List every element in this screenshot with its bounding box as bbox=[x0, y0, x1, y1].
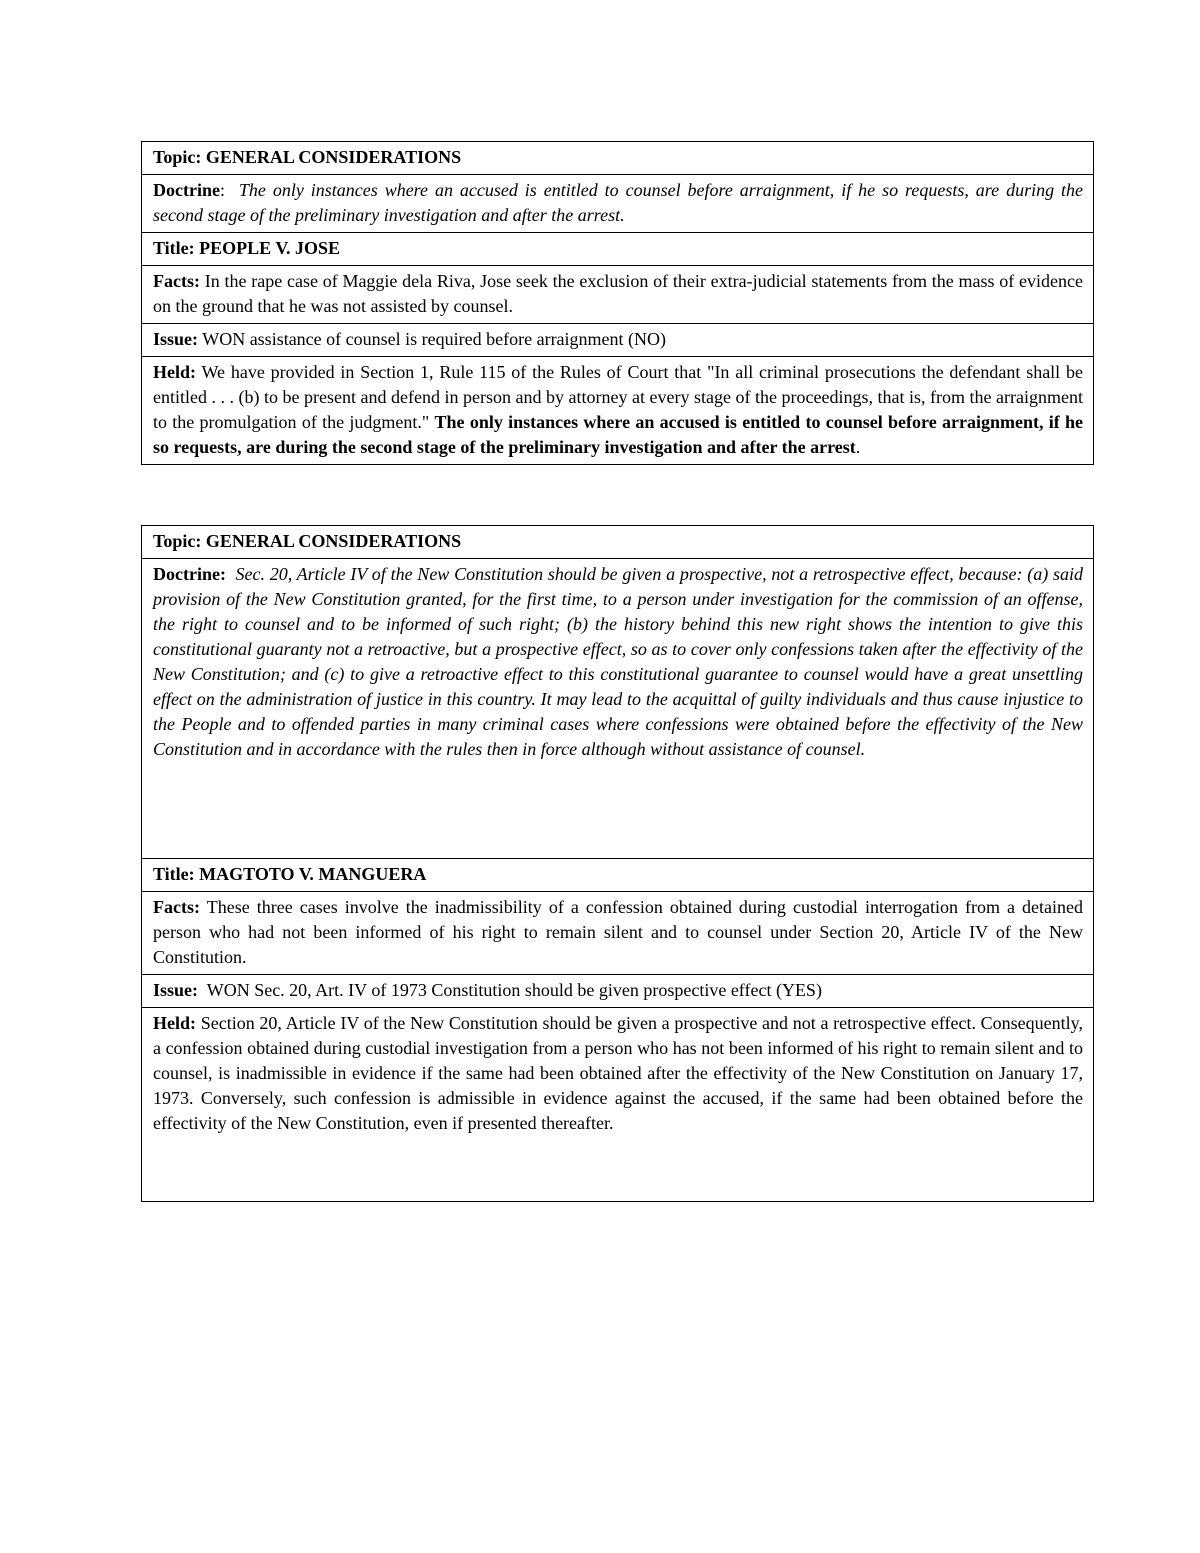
title-label: Title: bbox=[153, 864, 195, 884]
issue-row bbox=[142, 324, 1094, 357]
issue-text: WON assistance of counsel is required before arraignment (NO) bbox=[202, 329, 667, 349]
issue-label: Issue: bbox=[153, 329, 199, 349]
issue-cell bbox=[142, 975, 1094, 1008]
held-text: Section 20, Article IV of the New Constitution should be given a prospective and not a retrospective effect. Consequently, a confession obtained during custodial investigation from a person who has not been informed of his right to remain silent and to counsel, is inadmissible in evidence if the same had been obtained after the effectivity of the New Constitution on January 17, 1973. Conversely, such confession is admissible in evidence against the accused, if the same had been obtained before the effectivity of the New Constitution, even if presented thereafter. bbox=[153, 1013, 1083, 1133]
doctrine-label: Doctrine: bbox=[153, 564, 226, 584]
held-cell bbox=[142, 357, 1094, 465]
facts-label: Facts: bbox=[153, 271, 200, 291]
title-value: PEOPLE V. JOSE bbox=[199, 238, 341, 258]
facts-text: In the rape case of Maggie dela Riva, Jose seek the exclusion of their extra-judicial statements from the mass of evidence on the ground that he was not assisted by counsel. bbox=[153, 271, 1084, 316]
facts-label: Facts: bbox=[153, 897, 200, 917]
doctrine-text: The only instances where an accused is entitled to counsel before arraignment, if he so requests, are during the second stage of the preliminary investigation and after the arrest. bbox=[153, 180, 1084, 225]
doctrine-separator: : bbox=[219, 180, 225, 200]
facts-cell bbox=[142, 266, 1094, 324]
issue-label: Issue: bbox=[153, 980, 199, 1000]
held-end-punct: . bbox=[855, 437, 861, 457]
doctrine-row bbox=[142, 559, 1094, 859]
topic-value: GENERAL CONSIDERATIONS bbox=[205, 147, 462, 167]
held-bold-text: The only instances where an accused is entitled to counsel before arraignment, if he so requests, are during the second stage of the preliminary investigation and after the arrest bbox=[153, 412, 1084, 457]
facts-row bbox=[142, 892, 1094, 975]
doctrine-label: Doctrine bbox=[153, 180, 220, 200]
topic-row bbox=[142, 526, 1094, 559]
held-row bbox=[142, 1008, 1094, 1202]
facts-cell bbox=[142, 892, 1094, 975]
doctrine-row bbox=[142, 175, 1094, 233]
topic-cell bbox=[142, 526, 1094, 559]
topic-cell bbox=[142, 142, 1094, 175]
facts-text: These three cases involve the inadmissibility of a confession obtained during custodial interrogation from a detained person who had not been informed of his right to remain silent and to counsel under Section 20, Article IV of the New Constitution. bbox=[153, 897, 1083, 967]
issue-cell bbox=[142, 324, 1094, 357]
issue-text: WON Sec. 20, Art. IV of 1973 Constitution should be given prospective effect (YES) bbox=[206, 980, 822, 1000]
title-label: Title: bbox=[153, 238, 195, 258]
title-value: MAGTOTO V. MANGUERA bbox=[199, 864, 427, 884]
topic-value: GENERAL CONSIDERATIONS bbox=[205, 531, 462, 551]
title-cell bbox=[142, 233, 1094, 266]
topic-label: Topic: bbox=[153, 531, 202, 551]
title-row bbox=[142, 859, 1094, 892]
held-label: Held: bbox=[153, 362, 196, 382]
held-row bbox=[142, 357, 1094, 465]
facts-row bbox=[142, 266, 1094, 324]
doctrine-cell bbox=[142, 559, 1094, 859]
case-digest-magtoto-v-manguera bbox=[141, 525, 1094, 1202]
title-row bbox=[142, 233, 1094, 266]
doctrine-text: Sec. 20, Article IV of the New Constitution should be given a prospective, not a retrospective effect, because: (a) said provision of the New Constitution granted, for the first time, to a person under investigation for the commission of an offense, the right to counsel and to be informed of such right; (b) the history behind this new right shows the intention to give this constitutional guaranty not a retroactive, but a prospective effect, so as to cover only confessions taken after the effectivity of the New Constitution; and (c) to give a retroactive effect to this constitutional guarantee to counsel would have a great unsettling effect on the administration of justice in this country. It may lead to the acquittal of guilty individuals and thus cause injustice to the People and to offended parties in many criminal cases where confessions were obtained before the effectivity of the New Constitution and in accordance with the rules then in force although without assistance of counsel. bbox=[153, 564, 1083, 759]
held-text: We have provided in Section 1, Rule 115 of the Rules of Court that "In all criminal prosecutions the defendant shall be entitled . . . (b) to be present and defend in person and by attorney at every stage of the proceedings, that is, from the arraignment to the promulgation of the judgment." bbox=[153, 362, 1083, 432]
doctrine-cell bbox=[142, 175, 1094, 233]
held-label: Held: bbox=[153, 1013, 196, 1033]
title-cell bbox=[142, 859, 1094, 892]
topic-row bbox=[142, 142, 1094, 175]
issue-row bbox=[142, 975, 1094, 1008]
held-cell bbox=[142, 1008, 1094, 1202]
case-digest-people-v-jose bbox=[141, 141, 1094, 465]
topic-label: Topic: bbox=[153, 147, 202, 167]
